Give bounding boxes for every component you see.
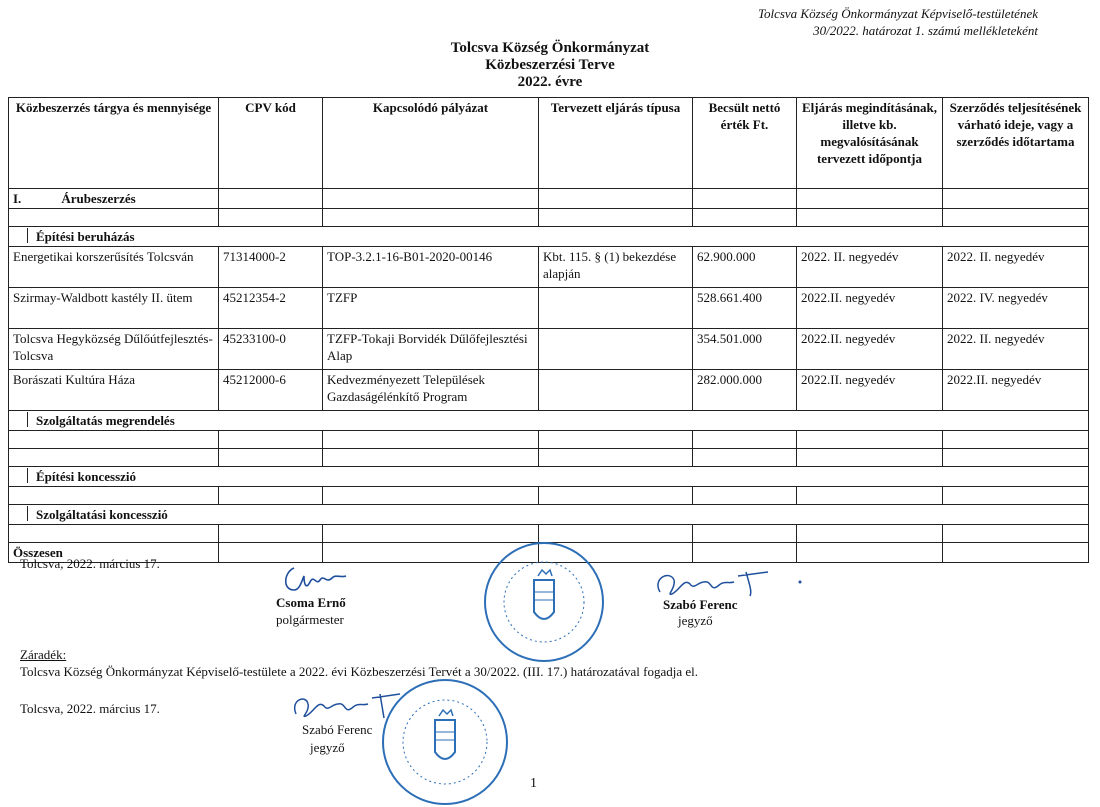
row-procedure: Kbt. 115. § (1) bekezdése alapján [539, 247, 693, 288]
corner-line-1: Tolcsva Község Önkormányzat Képviselő-testületének [757, 6, 1038, 21]
section-works-concession-row [9, 467, 1089, 487]
title-line-1: Tolcsva Község Önkormányzat [450, 40, 650, 56]
header-cpv: CPV kód [219, 98, 323, 189]
table-row [9, 247, 1089, 288]
row-start: 2022.II. negyedév [797, 329, 943, 370]
title-line-2: Közbeszerzési Terve [485, 57, 615, 73]
section-works-label: Építési beruházás [36, 229, 135, 244]
row-start: 2022.II. negyedév [797, 288, 943, 329]
section-number: I. [13, 191, 22, 206]
header-procedure: Tervezett eljárás típusa [539, 98, 693, 189]
notary-role-2: jegyző [310, 740, 345, 755]
section-service-concession [9, 505, 1089, 525]
clause-text: Tolcsva Község Önkormányzat Képviselő-testülete a 2022. évi Közbeszerzési Tervét a 30/2022. (III. 17.) határozatával fogadja el. [20, 664, 699, 679]
section-service-concession-row [9, 505, 1089, 525]
row-completion: 2022. II. negyedév [943, 247, 1089, 288]
table-header-row [9, 98, 1089, 189]
row-tender: Kedvezményezett Települések Gazdaságélénkítő Program [323, 370, 539, 411]
row-start: 2022.II. negyedév [797, 370, 943, 411]
section-goods [9, 189, 219, 209]
row-value: 282.000.000 [693, 370, 797, 411]
row-completion: 2022. II. negyedév [943, 329, 1089, 370]
notary-name: Szabó Ferenc [663, 597, 738, 612]
notary-name-2: Szabó Ferenc [302, 722, 373, 737]
row-subject: Energetikai korszerűsítés Tolcsván [9, 247, 219, 288]
document-title [0, 40, 1100, 91]
row-subject: Borászati Kultúra Háza [9, 370, 219, 411]
header-completion: Szerződés teljesítésének várható ideje, vagy a szerződés időtartama [943, 98, 1089, 189]
title-line-3: 2022. évre [517, 74, 583, 90]
row-tender: TZFP [323, 288, 539, 329]
row-completion: 2022. IV. negyedév [943, 288, 1089, 329]
section-works-concession [9, 467, 1089, 487]
mayor-role: polgármester [276, 612, 344, 627]
mayor-name: Csoma Ernő [276, 595, 346, 610]
section-services-row [9, 411, 1089, 431]
section-goods-row [9, 189, 1089, 209]
municipality-stamp [482, 540, 606, 664]
section-service-concession-label: Szolgáltatási koncesszió [36, 507, 168, 522]
section-goods-label: Árubeszerzés [61, 191, 136, 206]
header-value: Becsült nettó érték Ft. [693, 98, 797, 189]
header-subject: Közbeszerzés tárgya és mennyisége [9, 98, 219, 189]
place-date-1: Tolcsva, 2022. március 17. [20, 556, 160, 571]
row-value: 354.501.000 [693, 329, 797, 370]
table-row [9, 329, 1089, 370]
row-subject: Tolcsva Hegyközség Dűlőútfejlesztés-Tolcsva [9, 329, 219, 370]
table-row [9, 370, 1089, 411]
section-works-concession-label: Építési koncesszió [36, 469, 137, 484]
row-procedure [539, 288, 693, 329]
corner-line-2: 30/2022. határozat 1. számú mellékleteként [813, 23, 1038, 38]
row-cpv: 45212354-2 [219, 288, 323, 329]
clause-heading: Záradék: [20, 647, 67, 662]
resolution-reference [758, 5, 1038, 39]
mayor-signature [280, 562, 350, 596]
section-works [9, 227, 1089, 247]
section-services-label: Szolgáltatás megrendelés [36, 413, 175, 428]
procurement-plan-table [8, 97, 1089, 563]
row-cpv: 71314000-2 [219, 247, 323, 288]
row-cpv: 45233100-0 [219, 329, 323, 370]
blank-row [9, 431, 1089, 449]
blank-row [9, 449, 1089, 467]
notary-role: jegyző [678, 613, 713, 628]
row-subject: Szirmay-Waldbott kastély II. ütem [9, 288, 219, 329]
row-value: 62.900.000 [693, 247, 797, 288]
table-row [9, 288, 1089, 329]
row-procedure [539, 329, 693, 370]
notary-signature [650, 562, 810, 602]
row-completion: 2022.II. negyedév [943, 370, 1089, 411]
row-cpv: 45212000-6 [219, 370, 323, 411]
row-start: 2022. II. negyedév [797, 247, 943, 288]
row-procedure [539, 370, 693, 411]
blank-row [9, 209, 1089, 227]
office-stamp [376, 676, 514, 806]
row-value: 528.661.400 [693, 288, 797, 329]
page-number: 1 [530, 776, 537, 791]
row-tender: TZFP-Tokaji Borvidék Dűlőfejlesztési Alap [323, 329, 539, 370]
total-label: Összesen [9, 543, 219, 563]
row-tender: TOP-3.2.1-16-B01-2020-00146 [323, 247, 539, 288]
place-date-2: Tolcsva, 2022. március 17. [20, 701, 160, 716]
header-start: Eljárás megindításának, illetve kb. megvalósításának tervezett időpontja [797, 98, 943, 189]
header-tender: Kapcsolódó pályázat [323, 98, 539, 189]
section-works-row [9, 227, 1089, 247]
blank-row [9, 487, 1089, 505]
section-services [9, 411, 1089, 431]
